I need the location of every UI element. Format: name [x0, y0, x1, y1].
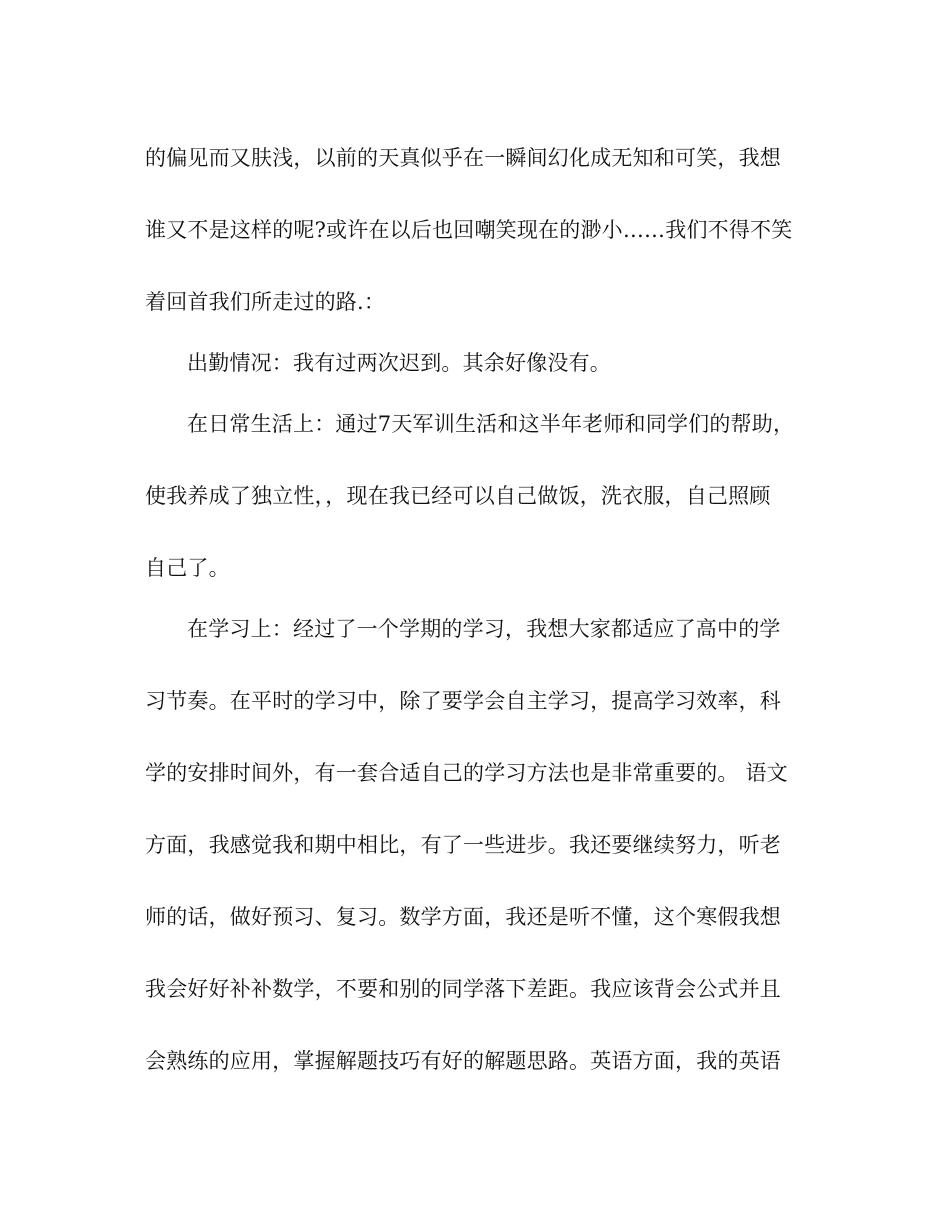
text-line: 谁又不是这样的呢?或许在以后也回嘲笑现在的渺小……我们不得不笑	[145, 218, 793, 242]
text-line: 学的安排时间外，有一套合适自己的学习方法也是非常重要的。 语文	[145, 761, 788, 785]
text-line: 我会好好补补数学，不要和别的同学落下差距。我应该背会公式并且	[145, 977, 781, 1001]
text-line: 习节奏。在平时的学习中，除了要学会自主学习，提高学习效率，科	[145, 689, 781, 713]
text-line: 自己了。	[145, 556, 230, 580]
text-line: 会熟练的应用，掌握解题技巧有好的解题思路。英语方面，我的英语	[145, 1049, 781, 1073]
paragraph-first-line: 在学习上：经过了一个学期的学习，我想大家都适应了高中的学	[187, 617, 781, 641]
text-line: 方面，我感觉我和期中相比，有了一些进步。我还要继续努力，听老	[145, 833, 781, 857]
text-line: 着回首我们所走过的路.：	[145, 290, 386, 314]
text-line: 的偏见而又肤浅，以前的天真似乎在一瞬间幻化成无知和可笑，我想	[145, 146, 781, 170]
text-line: 使我养成了独立性，，现在我已经可以自己做饭，洗衣服，自己照顾	[145, 484, 771, 508]
paragraph-first-line: 在日常生活上：通过7天军训生活和这半年老师和同学们的帮助，	[187, 412, 795, 436]
text-line: 师的话，做好预习、复习。数学方面，我还是听不懂，这个寒假我想	[145, 905, 781, 929]
paragraph-first-line: 出勤情况：我有过两次迟到。其余好像没有。	[187, 351, 611, 375]
